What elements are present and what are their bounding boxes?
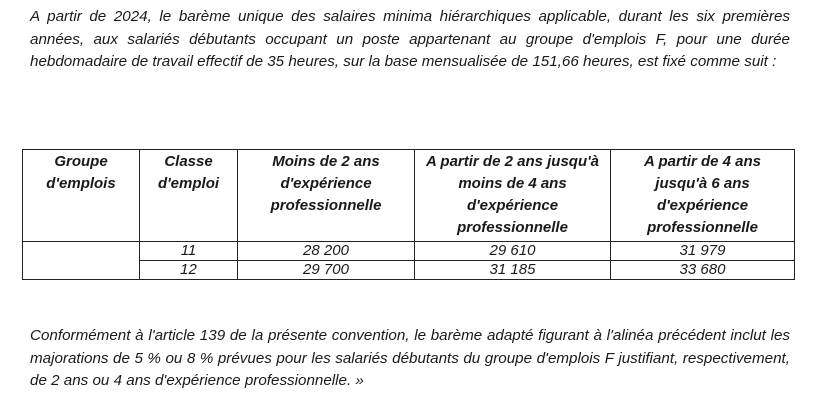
intro-paragraph: A partir de 2024, le barème unique des salaires minima hiérarchiques applicable, durant les six premières années, aux salariés débutants occupant un poste appartenant au groupe d'emplois F, pour une durée hebdomadaire de travail effectif de 35 heures, sur la base mensualisée de 151,66 heures, est fixé comme suit : bbox=[30, 8, 790, 70]
4-a-6-ans-cell: 31 979 bbox=[611, 242, 795, 261]
moins-2-ans-cell: 28 200 bbox=[238, 242, 415, 261]
classe-cell: 11 bbox=[140, 242, 238, 261]
2-a-4-ans-cell: 31 185 bbox=[415, 261, 611, 280]
4-a-6-ans-cell: 33 680 bbox=[611, 261, 795, 280]
2-a-4-ans-cell: 29 610 bbox=[415, 242, 611, 261]
header-2-a-4-ans: A partir de 2 ans jusqu'à moins de 4 ans d'expérience professionnelle bbox=[415, 150, 611, 242]
conclusion-paragraph: Conformément à l'article 139 de la présente convention, le barème adapté figurant à l'alinéa précédent inclut les majorations de 5 % ou 8 % prévues pour les salariés débutants du groupe d'emplois F justifiant, respectivement, de 2 ans ou 4 ans d'expérience professionnelle. » bbox=[30, 327, 790, 389]
header-classe-emploi: Classe d'emploi bbox=[140, 150, 238, 242]
moins-2-ans-cell: 29 700 bbox=[238, 261, 415, 280]
header-moins-2-ans: Moins de 2 ans d'expérience professionnelle bbox=[238, 150, 415, 242]
classe-cell: 12 bbox=[140, 261, 238, 280]
header-4-a-6-ans: A partir de 4 ans jusqu'à 6 ans d'expérience professionnelle bbox=[611, 150, 795, 242]
header-groupe-emplois: Groupe d'emplois bbox=[23, 150, 140, 242]
table-header-row bbox=[23, 150, 795, 242]
salary-table bbox=[22, 149, 795, 280]
table-row bbox=[23, 242, 795, 261]
groupe-emplois-cell bbox=[23, 242, 140, 280]
